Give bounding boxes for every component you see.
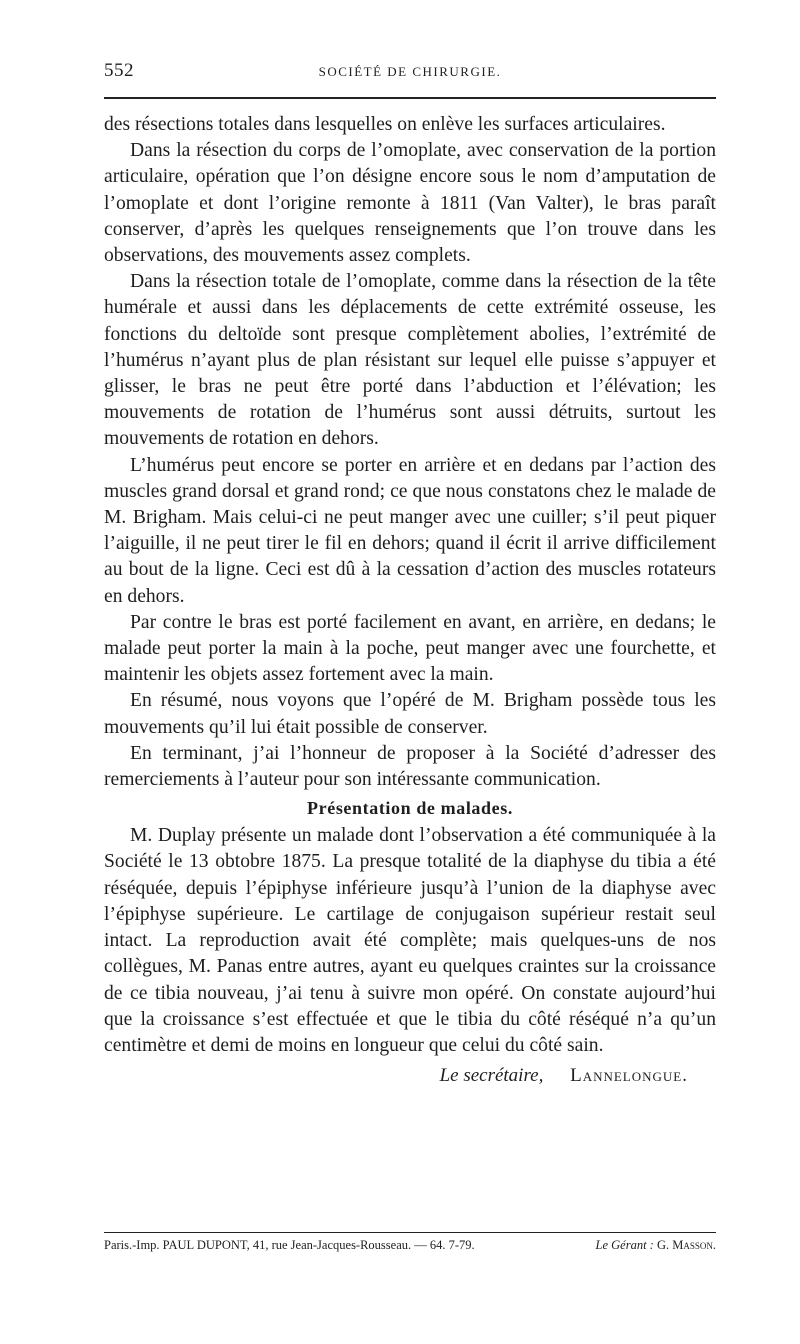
header-rule — [104, 97, 716, 99]
page-number: 552 — [104, 60, 134, 81]
paragraph: En terminant, j’ai l’honneur de proposer à la Société d’adresser des remerciements à l’auteur pour son intéressante communication. — [104, 742, 716, 791]
paragraph: des résections totales dans lesquelles on enlève les surfaces articulaires. — [104, 114, 666, 135]
paragraph: L’humérus peut encore se porter en arrière et en dedans par l’action des muscles grand dorsal et grand rond; ce que nous constatons chez le malade de M. Brigham. Mais celui-ci ne peut manger avec une cuiller; s’il peut piquer l’aiguille, il ne peut tirer le fil en dehors; quand il écrit il arrive difficilement au bout de la ligne. Ceci est dû à la cessation d’action des muscles rotateurs en dehors. — [104, 454, 716, 607]
paragraph: Dans la résection totale de l’omoplate, comme dans la résection de la tête humérale et aussi dans les déplacements de cette extrémité osseuse, les fonctions du deltoïde sont presque complètement abolies, l’extrémité de l’humérus n’ayant plus de plan résistant sur lequel elle puisse s’appuyer et glisser, le bras ne peut être porté dans l’abduction et l’élévation; les mouvements de rotation de l’humérus sont aussi détruits, surtout les mouvements de rotation en dehors. — [104, 271, 716, 450]
document-page — [104, 0, 716, 1344]
signature — [104, 1059, 716, 1091]
signature-name: Lannelongue. — [570, 1065, 688, 1087]
paragraph: M. Duplay présente un malade dont l’observation a été communiquée à la Société le 13 obtobre 1875. La presque totalité de la diaphyse du tibia a été réséquée, depuis l’épiphyse inférieure jusqu’à l’union de la diaphyse avec l’épiphyse supérieure. Le cartilage de conjugaison supérieur restait seul intact. La reproduction avait été complète; mais quelques-uns de nos collègues, M. Panas entre autres, ayant eu quelques craintes sur la croissance de ce tibia nouveau, j’ai tenu à suivre mon opéré. On constate aujourd’hui que la croissance s’est effectuée et que le tibia du côté réséqué n’a qu’un centimètre et demi de moins en longueur que celui du côté sain. — [104, 825, 716, 1056]
printer-imprint: Paris.-Imp. PAUL DUPONT, 41, rue Jean-Jacques-Rousseau. — 64. 7-79. — [104, 1238, 475, 1252]
body-text — [104, 112, 716, 1091]
gerant-label: Le Gérant : — [595, 1238, 654, 1252]
signature-title: Le secrétaire, — [439, 1065, 544, 1087]
paragraph: En résumé, nous voyons que l’opéré de M. Brigham possède tous les mouvements qu’il lui était possible de conserver. — [104, 690, 716, 738]
footer-rule — [104, 1232, 716, 1233]
page-header — [104, 58, 716, 88]
section-heading: Présentation de malades. — [307, 798, 513, 819]
paragraph: Dans la résection du corps de l’omoplate, avec conservation de la portion articulaire, opération que l’on désigne encore sous le nom d’amputation de l’omoplate et dont l’origine remonte à 1811 (Van Valter), le bras paraît conserver, d’après les quelques renseignements que l’on trouve dans les observations, des mouvements assez complets. — [104, 140, 716, 267]
running-head: SOCIÉTÉ DE CHIRURGIE. — [318, 64, 502, 79]
gerant-line — [596, 1236, 716, 1254]
gerant-name: G. Masson. — [656, 1238, 716, 1252]
paragraph: Par contre le bras est porté facilement en avant, en arrière, en dedans; le malade peut porter la main à la poche, peut manger avec une fourchette, et maintenir les objets assez fortement avec la main. — [104, 611, 716, 686]
